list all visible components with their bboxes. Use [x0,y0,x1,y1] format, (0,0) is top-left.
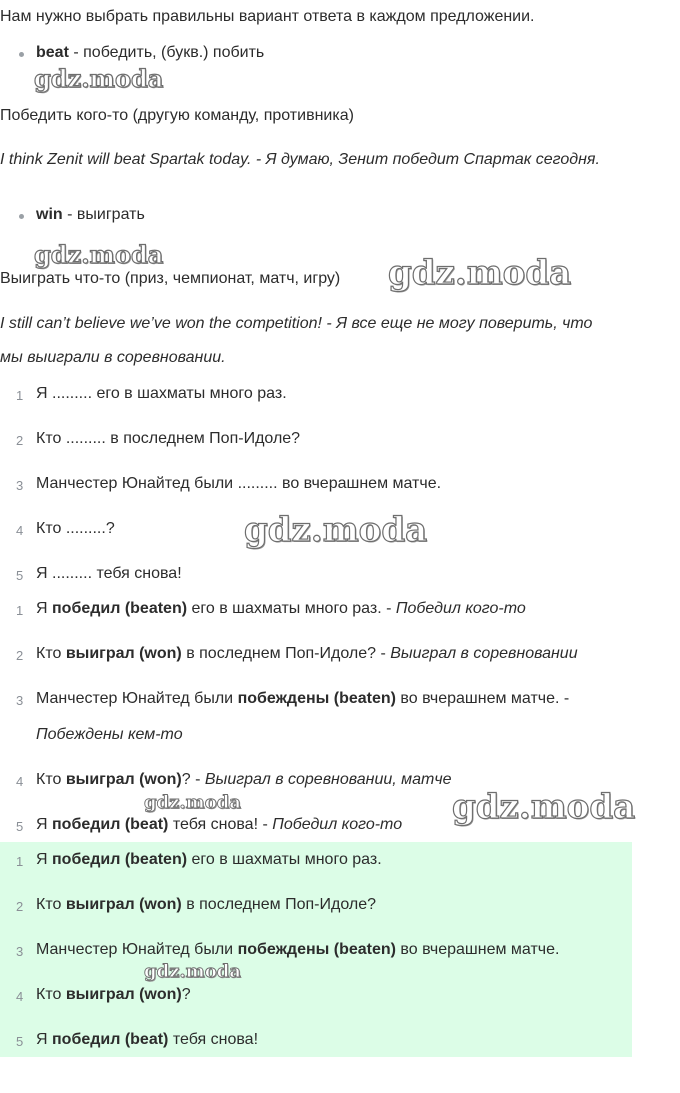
item-answer: выиграл (won) [65,896,182,913]
item-answer: выиграл (won) [65,771,182,788]
watermark-logo: gdz.moda [34,64,164,93]
item-answer: победил (beat) [52,816,169,833]
item-text: Кто [36,771,66,788]
list-number: 1 [16,603,24,618]
item-text: Кто [36,986,66,1003]
item-answer: побеждены (beaten) [237,941,396,958]
item-note: Победил кого-то [395,600,526,617]
list-item [36,1031,258,1049]
item-text: во вчерашнем матче. [395,941,560,958]
list-item: Кто .........? [36,520,115,537]
list-number: 1 [16,854,24,869]
item-note: Победил кого-то [272,816,403,833]
item-answer: побеждены (beaten) [237,690,396,707]
win-usage: Выиграть что-то (приз, чемпионат, матч, игру) [0,270,341,287]
bullet-dot [19,52,24,57]
list-item [36,816,402,834]
item-answer: выиграл (won) [65,645,182,662]
beat-usage: Победить кого-то (другую команду, противника) [0,107,354,124]
item-text: Я [36,1031,52,1048]
list-number: 5 [16,819,24,834]
list-number: 5 [16,568,24,583]
list-number: 4 [16,523,24,538]
watermark-logo: gdz.moda [452,787,636,827]
item-answer: выиграл (won) [65,986,182,1003]
item-text: ? - [181,771,205,788]
item-text: Я [36,816,52,833]
watermark-logo: gdz.moda [144,961,241,982]
item-text: тебя снова! - [168,816,273,833]
beat-word: beat [36,44,69,61]
item-note: Выиграл в соревновании [390,645,578,662]
item-text: в последнем Поп-Идоле? - [181,645,391,662]
win-example-line1: I still can’t believe we’ve won the competition! - Я все еще не могу поверить, что [0,315,593,332]
bullet-dot [19,214,24,219]
item-text: Манчестер Юнайтед были [36,941,238,958]
list-number: 2 [16,433,24,448]
list-item [36,690,569,708]
list-item [36,941,559,959]
item-text: в последнем Поп-Идоле? [181,896,377,913]
list-item [36,645,578,663]
list-item: Я ......... его в шахматы много раз. [36,385,287,402]
list-item [36,896,376,914]
item-text: Манчестер Юнайтед были [36,690,238,707]
list-number: 3 [16,693,24,708]
item-text: ? [181,986,191,1003]
item-text: Кто [36,896,66,913]
item-text: его в шахматы много раз. [187,851,382,868]
list-number: 1 [16,388,24,403]
item-answer: победил (beaten) [52,851,188,868]
item-note: Побеждены кем-то [36,726,183,743]
item-text: тебя снова! [168,1031,259,1048]
watermark-logo: gdz.moda [34,240,164,269]
watermark-logo: gdz.moda [244,510,428,550]
item-answer: победил (beat) [52,1031,169,1048]
win-word: win [36,206,63,223]
intro-text: Нам нужно выбрать правильны вариант ответа в каждом предложении. [0,8,535,25]
list-item: Кто ......... в последнем Поп-Идоле? [36,430,301,447]
list-number: 4 [16,774,24,789]
beat-translation: - победить, (букв.) побить [68,44,265,61]
list-item: Манчестер Юнайтед были ......... во вчерашнем матче. [36,475,442,492]
beat-example: I think Zenit will beat Spartak today. - Я думаю, Зенит победит Спартак сегодня. [0,151,600,168]
list-number: 2 [16,648,24,663]
list-number: 5 [16,1034,24,1049]
list-number: 3 [16,478,24,493]
item-answer: победил (beaten) [52,600,188,617]
win-translation: - выиграть [62,206,145,223]
item-text: его в шахматы много раз. - [187,600,396,617]
list-item [36,600,526,618]
beat-definition [36,44,264,62]
list-number: 2 [16,899,24,914]
item-text: во вчерашнем матче. - [395,690,570,707]
item-text: Я [36,851,52,868]
win-example-line2: мы выиграли в соревновании. [0,349,226,366]
list-number: 3 [16,944,24,959]
list-number: 4 [16,989,24,1004]
item-text: Кто [36,645,66,662]
win-definition [36,206,145,224]
watermark-logo: gdz.moda [144,792,241,813]
list-item: Я ......... тебя снова! [36,565,182,582]
list-item [36,771,452,789]
item-note: Выиграл в соревновании, матче [204,771,452,788]
list-item [36,986,191,1004]
list-item [36,851,382,869]
item-text: Я [36,600,52,617]
watermark-logo: gdz.moda [388,253,572,293]
